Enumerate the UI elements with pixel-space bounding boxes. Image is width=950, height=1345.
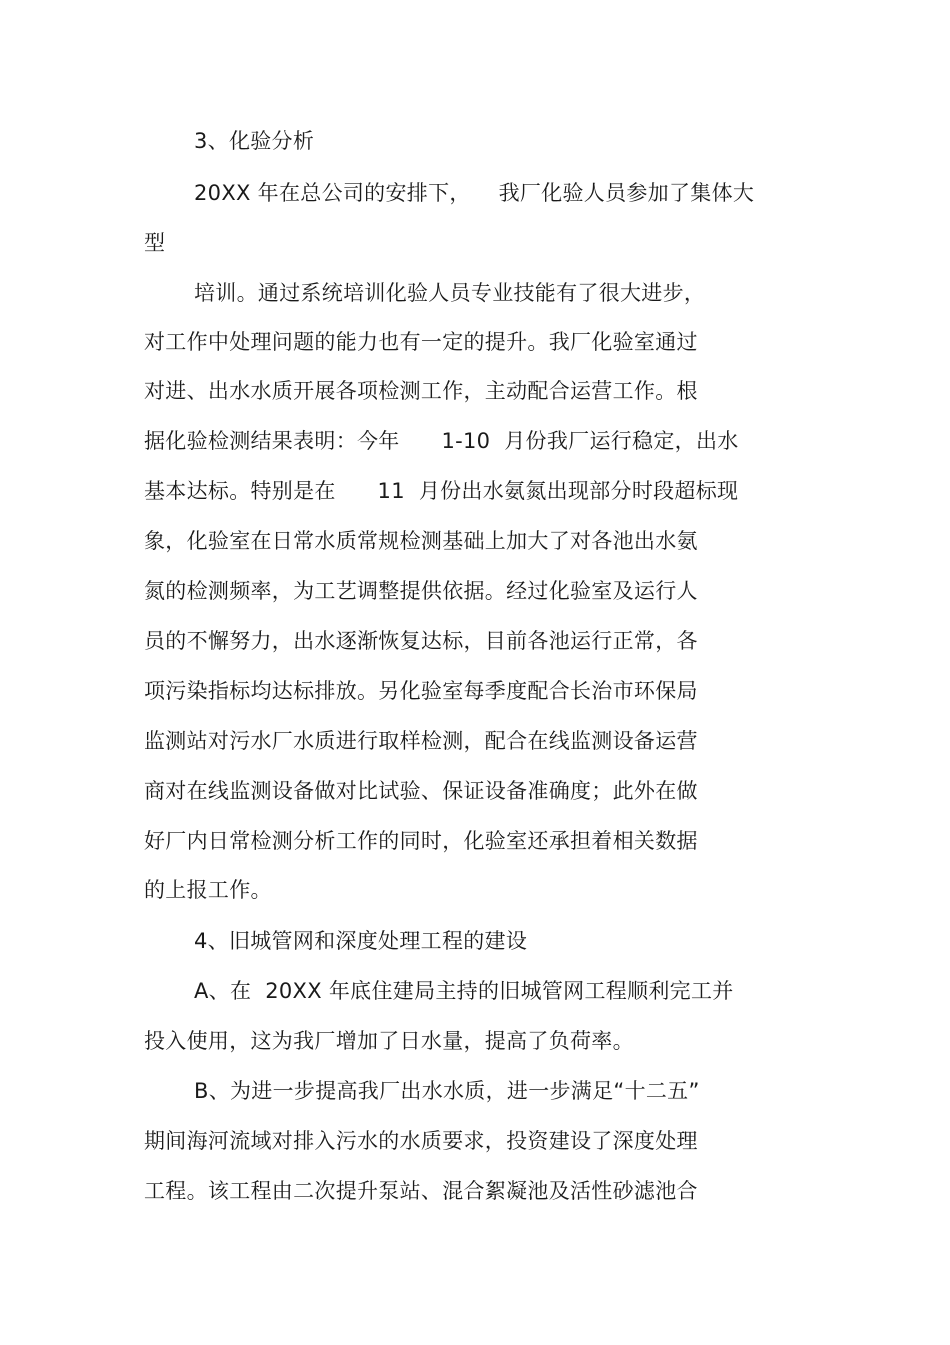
paragraph-line: 培训。通过系统培训化验人员专业技能有了很大进步， <box>194 281 706 305</box>
paragraph-line: 的上报工作。 <box>144 878 272 902</box>
paragraph-line: 型 <box>144 231 166 255</box>
paragraph-line: 据化验检测结果表明：今年 1-10 月份我厂运行稳定，出水 <box>144 429 739 453</box>
paragraph-line: 工程。该工程由二次提升泵站、混合絮凝池及活性砂滤池合 <box>144 1179 698 1203</box>
paragraph-line: 期间海河流域对排入污水的水质要求，投资建设了深度处理 <box>144 1129 698 1153</box>
paragraph-line: A、在 20XX 年底住建局主持的旧城管网工程顺利完工并 <box>194 979 734 1003</box>
paragraph-line: 20XX 年在总公司的安排下， 我厂化验人员参加了集体大 <box>194 181 755 205</box>
paragraph-line: 项污染指标均达标排放。另化验室每季度配合长治市环保局 <box>144 679 698 703</box>
paragraph-line: 基本达标。特别是在 11 月份出水氨氮出现部分时段超标现 <box>144 479 739 503</box>
paragraph-line: 商对在线监测设备做对比试验、保证设备准确度；此外在做 <box>144 779 698 803</box>
paragraph-line: 象，化验室在日常水质常规检测基础上加大了对各池出水氨 <box>144 529 698 553</box>
section-heading-lab-analysis: 3、化验分析 <box>194 129 315 153</box>
paragraph-line: 好厂内日常检测分析工作的同时，化验室还承担着相关数据 <box>144 829 698 853</box>
paragraph-line: 对进、出水水质开展各项检测工作，主动配合运营工作。根 <box>144 379 698 403</box>
paragraph-line: B、为进一步提高我厂出水水质，进一步满足“十二五” <box>194 1079 700 1103</box>
paragraph-line: 投入使用，这为我厂增加了日水量，提高了负荷率。 <box>144 1029 634 1053</box>
paragraph-line: 对工作中处理问题的能力也有一定的提升。我厂化验室通过 <box>144 330 698 354</box>
paragraph-line: 员的不懈努力，出水逐渐恢复达标，目前各池运行正常，各 <box>144 629 698 653</box>
paragraph-line: 氮的检测频率，为工艺调整提供依据。经过化验室及运行人 <box>144 579 698 603</box>
paragraph-line: 监测站对污水厂水质进行取样检测，配合在线监测设备运营 <box>144 729 698 753</box>
section-heading-pipe-network: 4、旧城管网和深度处理工程的建设 <box>194 929 528 953</box>
